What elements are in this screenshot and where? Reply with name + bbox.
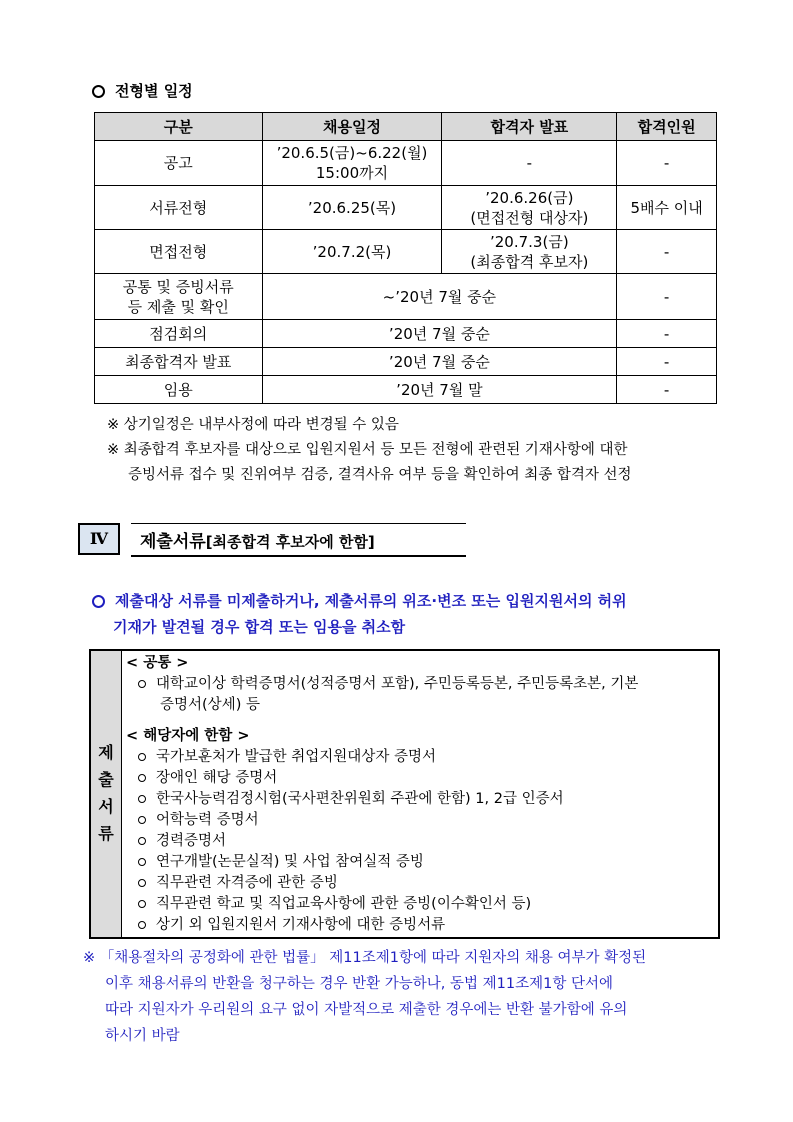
- list-item: [126, 915, 714, 936]
- side-char: 류: [98, 824, 114, 843]
- warning-line: 기재가 발견될 경우 합격 또는 임용을 취소함: [113, 618, 406, 636]
- circle-bullet-icon: [138, 921, 146, 929]
- count-cell: -: [617, 274, 717, 320]
- footnote-line: 이후 채용서류의 반환을 청구하는 경우 반환 가능하나, 동법 제11조제1항 단서에: [105, 976, 613, 992]
- stage-cell: 서류전형: [95, 186, 263, 230]
- list-item-text: 국가보훈처가 발급한 취업지원대상자 증명서: [156, 749, 436, 765]
- divider: [131, 555, 466, 557]
- list-item: [126, 674, 714, 695]
- footnote-line: ※ 「채용절차의 공정화에 관한 법률」 제11조제1항에 따라 지원자의 채용 여부가 확정된: [83, 950, 647, 966]
- documents-side-label: [91, 651, 122, 937]
- table-row: [95, 274, 717, 320]
- table-row: [95, 348, 717, 376]
- stage-cell: 최종합격자 발표: [95, 348, 263, 376]
- announce-cell: -: [442, 141, 617, 186]
- list-item: [126, 831, 714, 852]
- warning-line: 제출대상 서류를 미제출하거나, 제출서류의 위조·변조 또는 입원지원서의 허위: [115, 592, 627, 610]
- warning-text: [92, 588, 722, 615]
- list-item: [126, 810, 714, 831]
- list-item-text: 어학능력 증명서: [156, 812, 259, 828]
- stage-cell: [95, 274, 263, 320]
- schedule-note: ※ 상기일정은 내부사정에 따라 변경될 수 있음: [107, 417, 399, 433]
- list-item-text: 한국사능력검정시험(국사편찬위원회 주관에 한함) 1, 2급 인증서: [156, 791, 564, 807]
- date-line: 15:00까지: [315, 164, 389, 182]
- announce-line: ’20.6.26(금): [485, 188, 574, 207]
- period-cell: ’20년 7월 중순: [262, 320, 617, 348]
- date-cell: [262, 141, 442, 186]
- table-row: [95, 376, 717, 404]
- footnote-line: 하시기 바람: [105, 1028, 180, 1044]
- header-cell: 구분: [95, 113, 263, 141]
- date-cell: ’20.7.2(목): [262, 230, 442, 274]
- announce-cell: [442, 230, 617, 274]
- footnote: [83, 945, 723, 1049]
- schedule-note: 증빙서류 접수 및 진위여부 검증, 결격사유 여부 등을 확인하여 최종 합격자 선정: [128, 467, 632, 483]
- circle-bullet-icon: [138, 879, 146, 887]
- side-char: 제: [98, 743, 114, 762]
- circle-bullet-icon: [138, 900, 146, 908]
- table-row: [95, 186, 717, 230]
- circle-bullet-icon: [92, 85, 105, 98]
- section-title-sub: [최종합격 후보자에 한함]: [205, 533, 375, 551]
- applicable-group-title: < 해당자에 한함 >: [126, 728, 250, 744]
- circle-bullet-icon: [138, 774, 146, 782]
- count-cell: -: [617, 141, 717, 186]
- list-item-text: 직무관련 자격증에 관한 증빙: [156, 875, 338, 891]
- list-item-text: 직무관련 학교 및 직업교육사항에 관한 증빙(이수확인서 등): [156, 896, 532, 912]
- header-cell: 채용일정: [262, 113, 442, 141]
- announce-line: ’20.7.3(금): [490, 232, 569, 251]
- table-row: [95, 141, 717, 186]
- list-item: [126, 768, 714, 789]
- schedule-note: ※ 최종합격 후보자를 대상으로 입원지원서 등 모든 전형에 관련된 기재사항에 대한: [107, 442, 628, 458]
- stage-line: 등 제출 및 확인: [127, 297, 229, 316]
- stage-cell: 점검회의: [95, 320, 263, 348]
- count-cell: 5배수 이내: [617, 186, 717, 230]
- stage-line: 공통 및 증빙서류: [122, 277, 234, 296]
- circle-bullet-icon: [138, 837, 146, 845]
- count-cell: -: [617, 376, 717, 404]
- divider: [131, 523, 466, 524]
- circle-bullet-icon: [138, 858, 146, 866]
- header-cell: 합격자 발표: [442, 113, 617, 141]
- schedule-table: [94, 112, 717, 404]
- count-cell: -: [617, 230, 717, 274]
- section-title-main: 제출서류: [140, 532, 206, 552]
- table-row: [95, 320, 717, 348]
- count-cell: -: [617, 348, 717, 376]
- stage-cell: 임용: [95, 376, 263, 404]
- table-row: [95, 230, 717, 274]
- count-cell: -: [617, 320, 717, 348]
- side-char: 서: [98, 797, 114, 816]
- schedule-title: 전형별 일정: [115, 82, 193, 100]
- list-item-text: 장애인 해당 증명서: [156, 770, 278, 786]
- circle-bullet-icon: [138, 680, 146, 688]
- list-item: [126, 789, 714, 810]
- circle-bullet-icon: [138, 795, 146, 803]
- schedule-heading: [92, 80, 193, 101]
- circle-bullet-icon: [138, 816, 146, 824]
- table-header-row: [95, 113, 717, 141]
- documents-box: [89, 649, 720, 939]
- circle-bullet-icon: [138, 753, 146, 761]
- list-item-continued: 증명서(상세) 등: [160, 697, 260, 713]
- list-item: [126, 747, 714, 768]
- side-char: 출: [98, 770, 114, 789]
- list-item-text: 상기 외 입원지원서 기재사항에 대한 증빙서류: [156, 917, 446, 933]
- list-item-text: 경력증명서: [156, 833, 227, 849]
- date-line: ’20.6.5(금)~6.22(월): [276, 144, 428, 162]
- common-group-title: < 공통 >: [126, 655, 189, 671]
- documents-body: [126, 653, 714, 936]
- date-cell: ’20.6.25(목): [262, 186, 442, 230]
- header-cell: 합격인원: [617, 113, 717, 141]
- list-item: [126, 894, 714, 915]
- period-cell: ~’20년 7월 중순: [262, 274, 617, 320]
- announce-line: (면접전형 대상자): [470, 208, 589, 227]
- announce-line: (최종합격 후보자): [470, 252, 589, 271]
- stage-cell: 면접전형: [95, 230, 263, 274]
- period-cell: ’20년 7월 말: [262, 376, 617, 404]
- list-item: [126, 873, 714, 894]
- circle-bullet-icon: [92, 595, 105, 608]
- stage-cell: 공고: [95, 141, 263, 186]
- list-item-text: 대학교이상 학력증명서(성적증명서 포함), 주민등록등본, 주민등록초본, 기본: [156, 676, 639, 692]
- list-item: [126, 852, 714, 873]
- list-item-text: 연구개발(논문실적) 및 사업 참여실적 증빙: [156, 854, 424, 870]
- footnote-line: 따라 지원자가 우리원의 요구 없이 자발적으로 제출한 경우에는 반환 불가함에 유의: [105, 1002, 628, 1018]
- period-cell: ’20년 7월 중순: [262, 348, 617, 376]
- section-number-badge: Ⅳ: [78, 523, 120, 555]
- announce-cell: [442, 186, 617, 230]
- section-title: [140, 527, 375, 552]
